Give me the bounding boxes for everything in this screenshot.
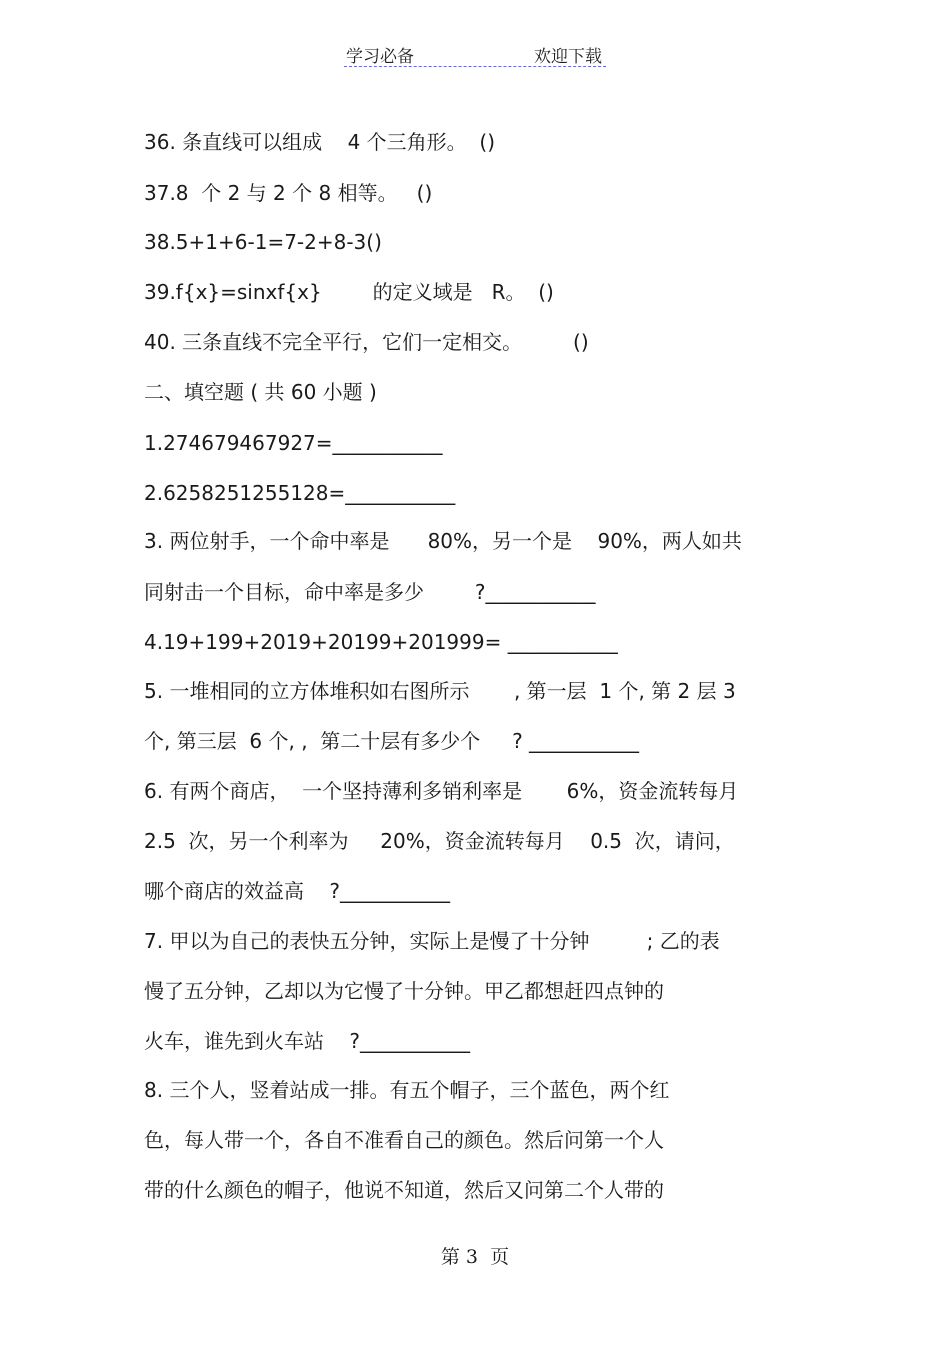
fill-question-5-line-2: 个, 第三层 6 个, , 第二十层有多少个 ? ___________ xyxy=(144,729,640,753)
fill-question-4: 4.19+199+2019+20199+201999= ___________ xyxy=(144,630,618,654)
fill-question-2: 2.6258251255128=___________ xyxy=(144,481,456,505)
header-right-text: 欢迎下载 xyxy=(534,47,602,67)
fill-question-7-line-3: 火车，谁先到火车站 ?___________ xyxy=(144,1029,471,1053)
fill-question-5-line-1: 5. 一堆相同的立方体堆积如右图所示 , 第一层 1 个, 第 2 层 3 xyxy=(144,679,736,703)
fill-question-6-line-2: 2.5 次，另一个利率为 20%，资金流转每月 0.5 次，请问， xyxy=(144,829,735,853)
fill-question-3-line-2: 同射击一个目标，命中率是多少 ?___________ xyxy=(144,580,596,604)
fill-question-6-line-1: 6. 有两个商店， 一个坚持薄利多销利率是 6%，资金流转每月 xyxy=(144,779,739,803)
fill-question-7-line-2: 慢了五分钟，乙却以为它慢了十分钟。甲乙都想赶四点钟的 xyxy=(144,979,664,1003)
question-40: 40. 三条直线不完全平行，它们一定相交。 () xyxy=(144,330,589,354)
fill-question-6-line-3: 哪个商店的效益高 ?___________ xyxy=(144,879,451,903)
question-37: 37.8 个 2 与 2 个 8 相等。 () xyxy=(144,181,433,205)
question-38: 38.5+1+6-1=7-2+8-3() xyxy=(144,230,382,254)
fill-question-3-line-1: 3. 两位射手，一个命中率是 80%，另一个是 90%，两人如共 xyxy=(144,529,742,553)
fill-question-1: 1.274679467927=___________ xyxy=(144,431,443,455)
header-left-text: 学习必备 xyxy=(346,47,414,67)
page-number: 第 3 页 xyxy=(440,1246,510,1268)
fill-question-7-line-1: 7. 甲以为自己的表快五分钟，实际上是慢了十分钟 ; 乙的表 xyxy=(144,929,720,953)
question-39: 39.f{x}=sinxf{x} 的定义域是 R。 () xyxy=(144,280,554,304)
fill-question-8-line-1: 8. 三个人，竖着站成一排。有五个帽子，三个蓝色，两个红 xyxy=(144,1078,670,1102)
question-36: 36. 条直线可以组成 4 个三角形。 () xyxy=(144,130,495,154)
fill-question-8-line-2: 色，每人带一个，各自不准看自己的颜色。然后问第一个人 xyxy=(144,1128,664,1152)
fill-question-8-line-3: 带的什么颜色的帽子，他说不知道，然后又问第二个人带的 xyxy=(144,1178,664,1202)
page-header xyxy=(344,40,606,67)
section-heading: 二、填空题 ( 共 60 小题 ) xyxy=(144,380,377,404)
